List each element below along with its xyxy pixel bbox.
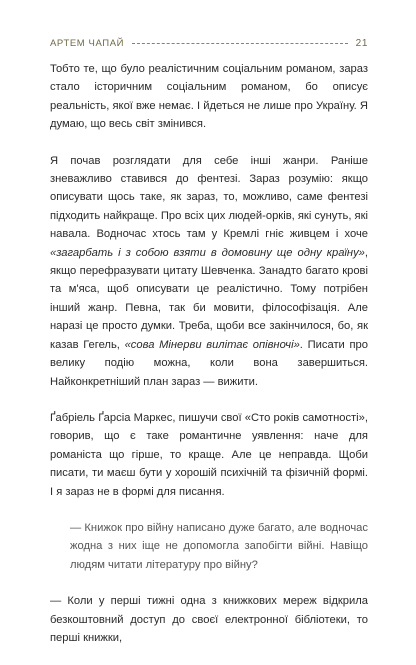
header-dashed-rule: [132, 43, 348, 44]
page-body: [50, 60, 368, 665]
shevchenko-quote: «загарбать і з собою взяти в домовину ще одну країну»: [50, 246, 365, 259]
interviewer-question: — Книжок про війну написано дуже багато, але водночас жодна з них іще не допомогла запобігти війні. Навіщо людям читати літературу про війну?: [70, 521, 368, 571]
paragraph-2-text-b: , якщо перефразувати цитату Шевченка. Занадто багато крові та м'яса, щоб описувати це реалістично. Тому потрібен інший жанр. Певна, так би мовити, філософізація. Але наразі це просто думки. Треба, щоби все закінчилося, бо, як казав Гегель,: [50, 246, 368, 351]
running-header: [50, 36, 368, 50]
paragraph-2: [50, 152, 368, 391]
paragraph-4: — Коли у перші тижні одна з книжкових мереж відкрила безкоштовний доступ до своєї електронної бібліотеки, то перші книжки,: [50, 595, 368, 644]
paragraph-2-text-c: . Писати про велику подію можна, коли вона завершиться. Найконкретніший план зараз — вижити.: [50, 338, 368, 388]
paragraph-1: Тобто те, що було реалістичним соціальним романом, зараз стало історичним соціальним романом, бо описує реальність, якої вже немає. І йдеться не лише про Україну. Я думаю, що весь світ змінився.: [50, 63, 368, 131]
hegel-quote: «сова Мінерви вилітає опівночі»: [124, 338, 300, 351]
paragraph-3: Ґабріель Ґарсіа Маркес, пишучи свої «Сто років самотності», говорив, що є таке романтичне уявлення: наче для романіста що гірше, то краще. Але це неправда. Щоби писати, ти маєш бути у хорошій психічній та фізичній формі. І я зараз не в формі для писання.: [50, 411, 368, 498]
paragraph-2-text-a: Я почав розглядати для себе інші жанри. Раніше зневажливо ставився до фентезі. Зараз розумію: якщо описувати щось таке, як зараз, то, можливо, саме фентезі підходить найкраще. Про всіх цих людей-орків, які сунуть, які навала. Водночас хтось там у Кремлі гніє живцем і хоче: [50, 154, 368, 241]
page-number: 21: [355, 37, 368, 49]
author-name: АРТЕМ ЧАПАЙ: [50, 37, 125, 49]
